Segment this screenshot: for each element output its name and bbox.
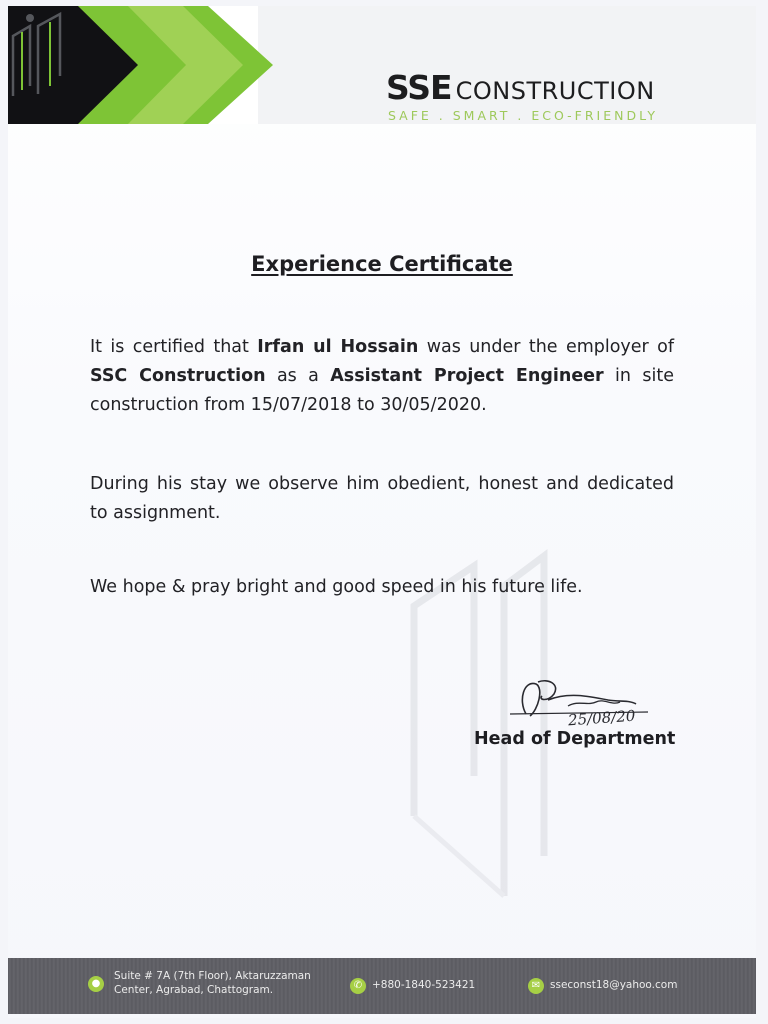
p1-text-2: was under the employer of xyxy=(418,337,674,357)
document-title: Experience Certificate xyxy=(251,252,513,276)
p1-text-3: as a xyxy=(265,366,331,386)
brand-tagline: SAFE . SMART . ECO-FRIENDLY xyxy=(388,108,659,123)
p1-text-4: in site construction from 15/07/2018 to 30/05/2020. xyxy=(90,366,674,415)
location-icon: ● xyxy=(88,976,104,992)
signature-date: 25/08/20 xyxy=(567,706,636,730)
footer-address-line-1: Suite # 7A (7th Floor), Aktaruzzaman xyxy=(114,970,311,982)
footer-phone: +880-1840-523421 xyxy=(372,979,476,991)
job-position: Assistant Project Engineer xyxy=(330,366,604,386)
letterhead xyxy=(8,6,756,124)
employee-name: Irfan ul Hossain xyxy=(257,337,419,357)
brand-logo-icon xyxy=(8,6,68,102)
certificate-page xyxy=(8,6,756,1018)
footer-contact-bar xyxy=(8,958,756,1014)
brand-name-bold: SSE xyxy=(386,68,452,107)
footer-address-line-2: Center, Agrabad, Chattogram. xyxy=(114,984,274,996)
company-name: SSC Construction xyxy=(90,366,266,386)
conduct-paragraph: During his stay we observe him obedient, honest and dedicated to assignment. xyxy=(90,474,674,523)
wishes-paragraph: We hope & pray bright and good speed in his future life. xyxy=(90,577,583,597)
brand-name xyxy=(386,68,655,107)
signatory-title: Head of Department xyxy=(474,729,676,749)
brand-name-rest: CONSTRUCTION xyxy=(455,77,655,105)
phone-icon: ✆ xyxy=(350,978,366,994)
p1-text-1: It is certified that xyxy=(90,337,258,357)
certification-paragraph xyxy=(90,333,674,420)
email-icon: ✉ xyxy=(528,978,544,994)
footer-email: sseconst18@yahoo.com xyxy=(550,979,678,991)
